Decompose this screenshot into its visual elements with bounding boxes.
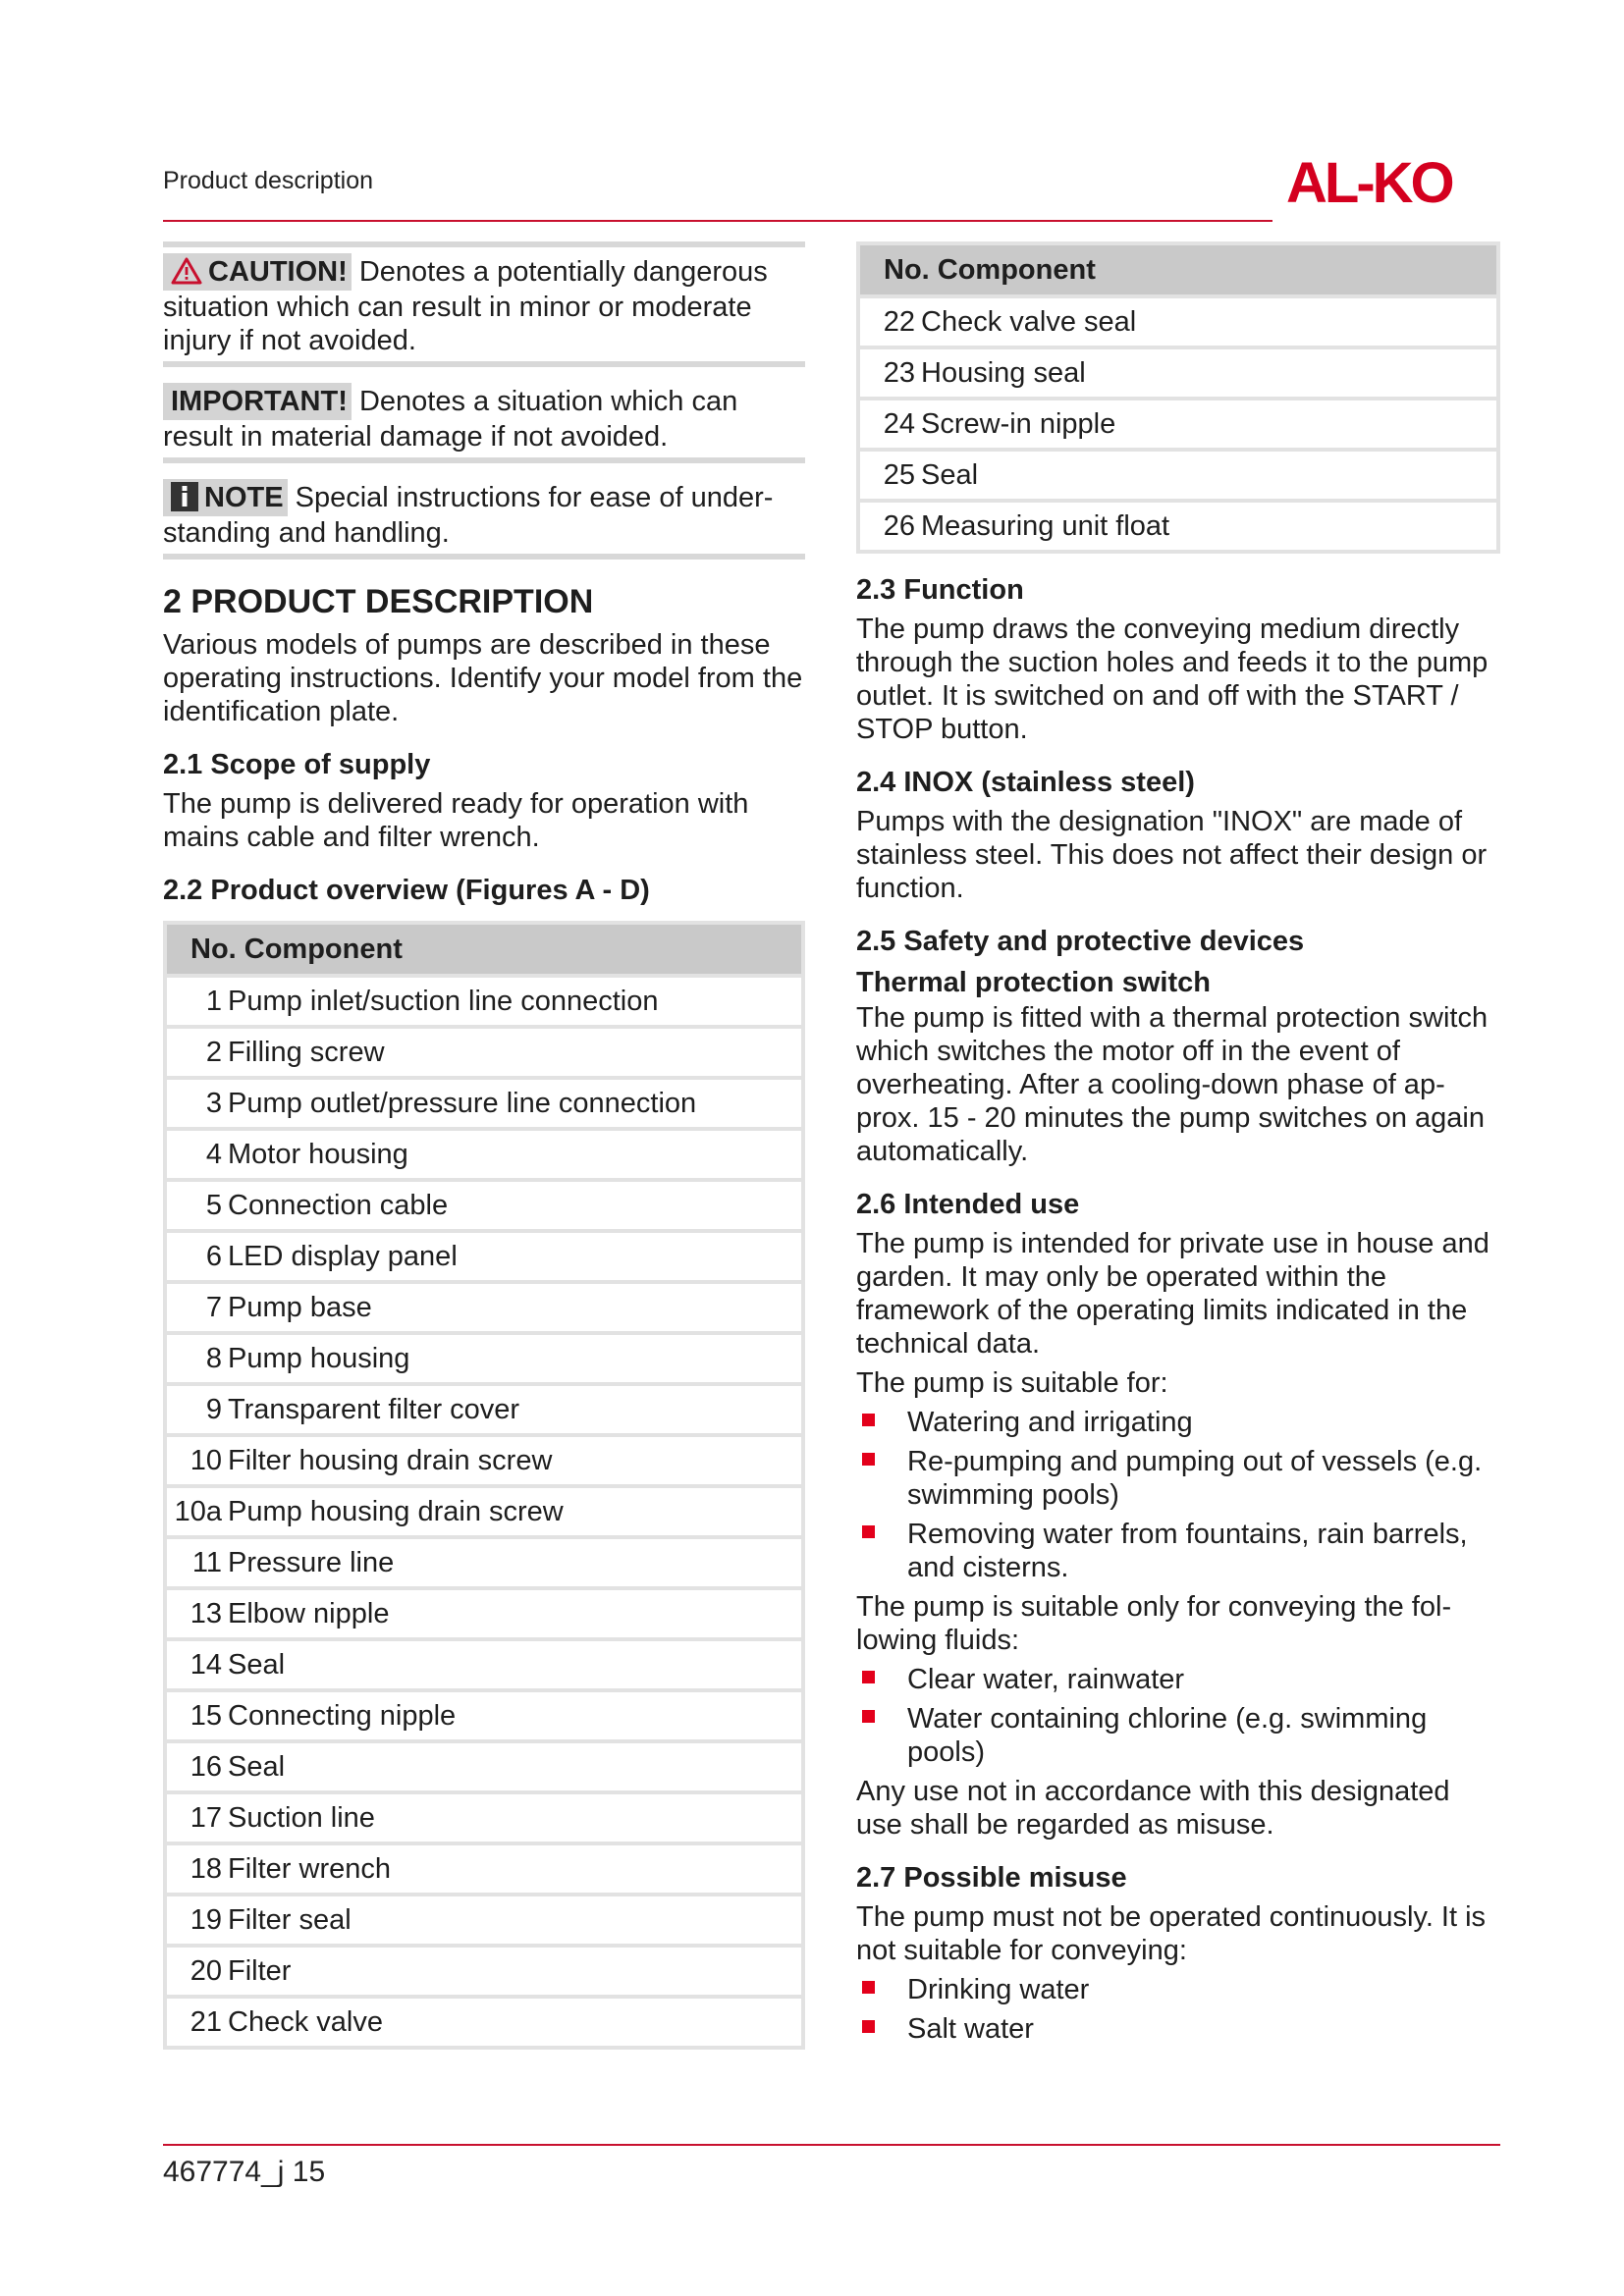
component-label: Connection cable — [228, 1189, 449, 1221]
component-label: Suction line — [228, 1801, 375, 1834]
table-row — [165, 1690, 803, 1741]
table-row — [165, 1180, 803, 1231]
note-lead: NOTE — [163, 479, 288, 516]
component-number: 1 — [205, 985, 222, 1017]
table-row — [858, 296, 1498, 347]
component-label: Pressure line — [228, 1546, 395, 1578]
footer-rule — [163, 2144, 1500, 2146]
suitable-uses-list — [856, 1406, 1500, 1584]
component-cell — [165, 1792, 803, 1843]
component-label: Seal — [921, 458, 979, 491]
component-label: Transparent filter cover — [228, 1393, 520, 1425]
component-label: Pump outlet/pressure line connection — [228, 1087, 697, 1119]
component-label: Housing seal — [921, 356, 1086, 389]
component-cell — [165, 976, 803, 1027]
table-row — [858, 501, 1498, 552]
component-cell — [165, 1997, 803, 2048]
table-row — [165, 1946, 803, 1997]
table-row — [165, 1435, 803, 1486]
component-number: 22 — [883, 305, 915, 338]
component-label: Elbow nipple — [228, 1597, 390, 1629]
component-number: 24 — [883, 407, 915, 440]
component-cell — [165, 1078, 803, 1129]
component-number: 10 — [189, 1444, 222, 1476]
section-2-6-title: 2.6 Intended use — [856, 1189, 1080, 1220]
component-number: 3 — [205, 1087, 222, 1119]
component-number: 19 — [189, 1903, 222, 1936]
component-label: Pump inlet/suction line connection — [228, 985, 659, 1017]
component-label: Filter seal — [228, 1903, 352, 1936]
component-number: 16 — [189, 1750, 222, 1783]
component-label: Seal — [228, 1750, 286, 1783]
component-cell — [858, 399, 1498, 450]
component-number: 26 — [883, 509, 915, 542]
component-cell — [165, 1180, 803, 1231]
table-row — [165, 1129, 803, 1180]
component-label: Measuring unit float — [921, 509, 1170, 542]
component-label: Filter housing drain screw — [228, 1444, 553, 1476]
component-number: 18 — [189, 1852, 222, 1885]
component-table-left — [163, 921, 805, 2050]
component-table-header: No. Component — [165, 923, 803, 976]
table-row — [165, 1078, 803, 1129]
component-label: Filling screw — [228, 1036, 385, 1068]
component-label: Check valve seal — [921, 305, 1137, 338]
component-table-right — [856, 241, 1500, 554]
table-row — [165, 1895, 803, 1946]
section-2-6-text1: The pump is intended for private use in house and garden. It may only be operated within the framework of the operating limits indicated in the technical data. — [856, 1228, 1489, 1360]
component-number: 21 — [189, 2005, 222, 2038]
section-2-4-text: Pumps with the designation "INOX" are made of stainless steel. This does not affect their design or function. — [856, 806, 1488, 904]
list-item: Water containing chlorine (e.g. swimming pools) — [856, 1702, 1500, 1769]
component-number: 6 — [205, 1240, 222, 1272]
logo-text: AL-KO — [1286, 155, 1452, 210]
component-label: Motor housing — [228, 1138, 408, 1170]
caution-notice — [163, 241, 805, 367]
note-notice — [163, 473, 805, 560]
component-number: 20 — [189, 1954, 222, 1987]
section-2-4-title: 2.4 INOX (stainless steel) — [856, 767, 1195, 798]
important-lead: IMPORTANT! — [163, 383, 352, 420]
suitable-fluids-list — [856, 1663, 1500, 1769]
component-number: 15 — [189, 1699, 222, 1732]
component-cell — [165, 1895, 803, 1946]
table-row — [858, 399, 1498, 450]
component-cell — [858, 347, 1498, 399]
important-notice — [163, 377, 805, 463]
list-item: Clear water, rainwater — [856, 1663, 1500, 1696]
component-cell — [858, 296, 1498, 347]
table-row — [165, 1333, 803, 1384]
component-label: Filter wrench — [228, 1852, 391, 1885]
component-cell — [165, 1690, 803, 1741]
header-section-label: Product description — [163, 167, 374, 194]
component-cell — [165, 1384, 803, 1435]
table-row — [165, 1486, 803, 1537]
component-label: Check valve — [228, 2005, 383, 2038]
component-number: 5 — [205, 1189, 222, 1221]
section-2-5-title: 2.5 Safety and protective devices — [856, 926, 1305, 957]
caution-lead: CAUTION! — [163, 253, 352, 291]
section-2-7-text: The pump must not be operated continuously. It is not suitable for conveying: — [856, 1901, 1487, 1966]
section-2-title: 2 PRODUCT DESCRIPTION — [163, 583, 594, 620]
misuse-list — [856, 1973, 1500, 2046]
table-row — [858, 347, 1498, 399]
section-2-6-text3: The pump is suitable only for conveying the fol-lowing fluids: — [856, 1591, 1452, 1656]
section-2-1-title: 2.1 Scope of supply — [163, 749, 431, 780]
component-cell — [858, 450, 1498, 501]
component-cell — [165, 1435, 803, 1486]
component-cell — [858, 501, 1498, 552]
section-2-2-title: 2.2 Product overview (Figures A - D) — [163, 875, 650, 906]
table-row — [165, 1231, 803, 1282]
component-cell — [165, 1333, 803, 1384]
section-2-6-text4: Any use not in accordance with this designated use shall be regarded as misuse. — [856, 1776, 1450, 1841]
component-number: 2 — [205, 1036, 222, 1068]
table-row — [165, 1537, 803, 1588]
table-row — [165, 1843, 803, 1895]
table-row — [165, 1997, 803, 2048]
list-item: Removing water from fountains, rain barrels, and cisterns. — [856, 1518, 1500, 1584]
component-cell — [165, 1231, 803, 1282]
component-label: LED display panel — [228, 1240, 458, 1272]
section-2-5-text: The pump is fitted with a thermal protection switch which switches the motor off in the event of overheating. After a cooling-down phase of ap-prox. 15 - 20 minutes the pump switches on again automatically. — [856, 1002, 1489, 1167]
section-2-1-text: The pump is delivered ready for operation with mains cable and filter wrench. — [163, 788, 749, 853]
component-label: Seal — [228, 1648, 286, 1681]
table-row — [165, 1384, 803, 1435]
section-2-7-title: 2.7 Possible misuse — [856, 1862, 1127, 1894]
component-number: 14 — [189, 1648, 222, 1681]
section-2-5-subtitle: Thermal protection switch — [856, 967, 1211, 998]
important-text: Denotes a situation which can result in material damage if not avoided. — [163, 386, 738, 453]
component-number: 25 — [883, 458, 915, 491]
footer-page-id: 467774_j 15 — [163, 2156, 326, 2188]
left-column — [163, 241, 805, 2050]
table-row — [858, 450, 1498, 501]
info-icon — [171, 482, 198, 511]
section-2-3-text: The pump draws the conveying medium directly through the suction holes and feeds it to the pump outlet. It is switched on and off with the START / STOP button. — [856, 614, 1489, 745]
caution-text: Denotes a potentially dangerous situation which can result in minor or moderate injury if not avoided. — [163, 256, 768, 356]
table-row — [165, 1588, 803, 1639]
component-label: Filter — [228, 1954, 292, 1987]
component-cell — [165, 1843, 803, 1895]
table-row — [165, 1792, 803, 1843]
list-item: Drinking water — [856, 1973, 1500, 2006]
table-row — [165, 1027, 803, 1078]
table-row — [165, 1282, 803, 1333]
component-number: 10a — [174, 1495, 222, 1527]
warning-triangle-icon — [171, 257, 202, 285]
right-column — [856, 241, 1500, 2052]
component-cell — [165, 1486, 803, 1537]
component-cell — [165, 1639, 803, 1690]
component-table-header-right: No. Component — [858, 243, 1498, 296]
table-row — [165, 976, 803, 1027]
list-item: Watering and irrigating — [856, 1406, 1500, 1439]
component-number: 11 — [191, 1546, 222, 1578]
component-number: 7 — [205, 1291, 222, 1323]
table-row — [165, 1741, 803, 1792]
component-label: Pump housing — [228, 1342, 410, 1374]
component-number: 13 — [189, 1597, 222, 1629]
list-item: Re-pumping and pumping out of vessels (e.g. swimming pools) — [856, 1445, 1500, 1512]
list-item: Salt water — [856, 2012, 1500, 2046]
component-label: Pump housing drain screw — [228, 1495, 564, 1527]
component-cell — [165, 1741, 803, 1792]
component-number: 8 — [205, 1342, 222, 1374]
component-label: Screw-in nipple — [921, 407, 1116, 440]
table-row — [165, 1639, 803, 1690]
component-number: 23 — [883, 356, 915, 389]
component-cell — [165, 1588, 803, 1639]
component-cell — [165, 1027, 803, 1078]
component-number: 17 — [189, 1801, 222, 1834]
section-2-6-text2: The pump is suitable for: — [856, 1367, 1168, 1399]
component-number: 9 — [205, 1393, 222, 1425]
note-text: Special instructions for ease of under-standing and handling. — [163, 482, 774, 549]
component-cell — [165, 1537, 803, 1588]
component-cell — [165, 1282, 803, 1333]
al-ko-logo — [1286, 155, 1500, 210]
component-label: Pump base — [228, 1291, 372, 1323]
section-2-3-title: 2.3 Function — [856, 574, 1024, 606]
header-rule — [163, 220, 1272, 222]
section-2-intro: Various models of pumps are described in these operating instructions. Identify your model from the identification plate. — [163, 629, 803, 727]
component-number: 4 — [205, 1138, 222, 1170]
component-cell — [165, 1129, 803, 1180]
component-cell — [165, 1946, 803, 1997]
component-label: Connecting nipple — [228, 1699, 457, 1732]
